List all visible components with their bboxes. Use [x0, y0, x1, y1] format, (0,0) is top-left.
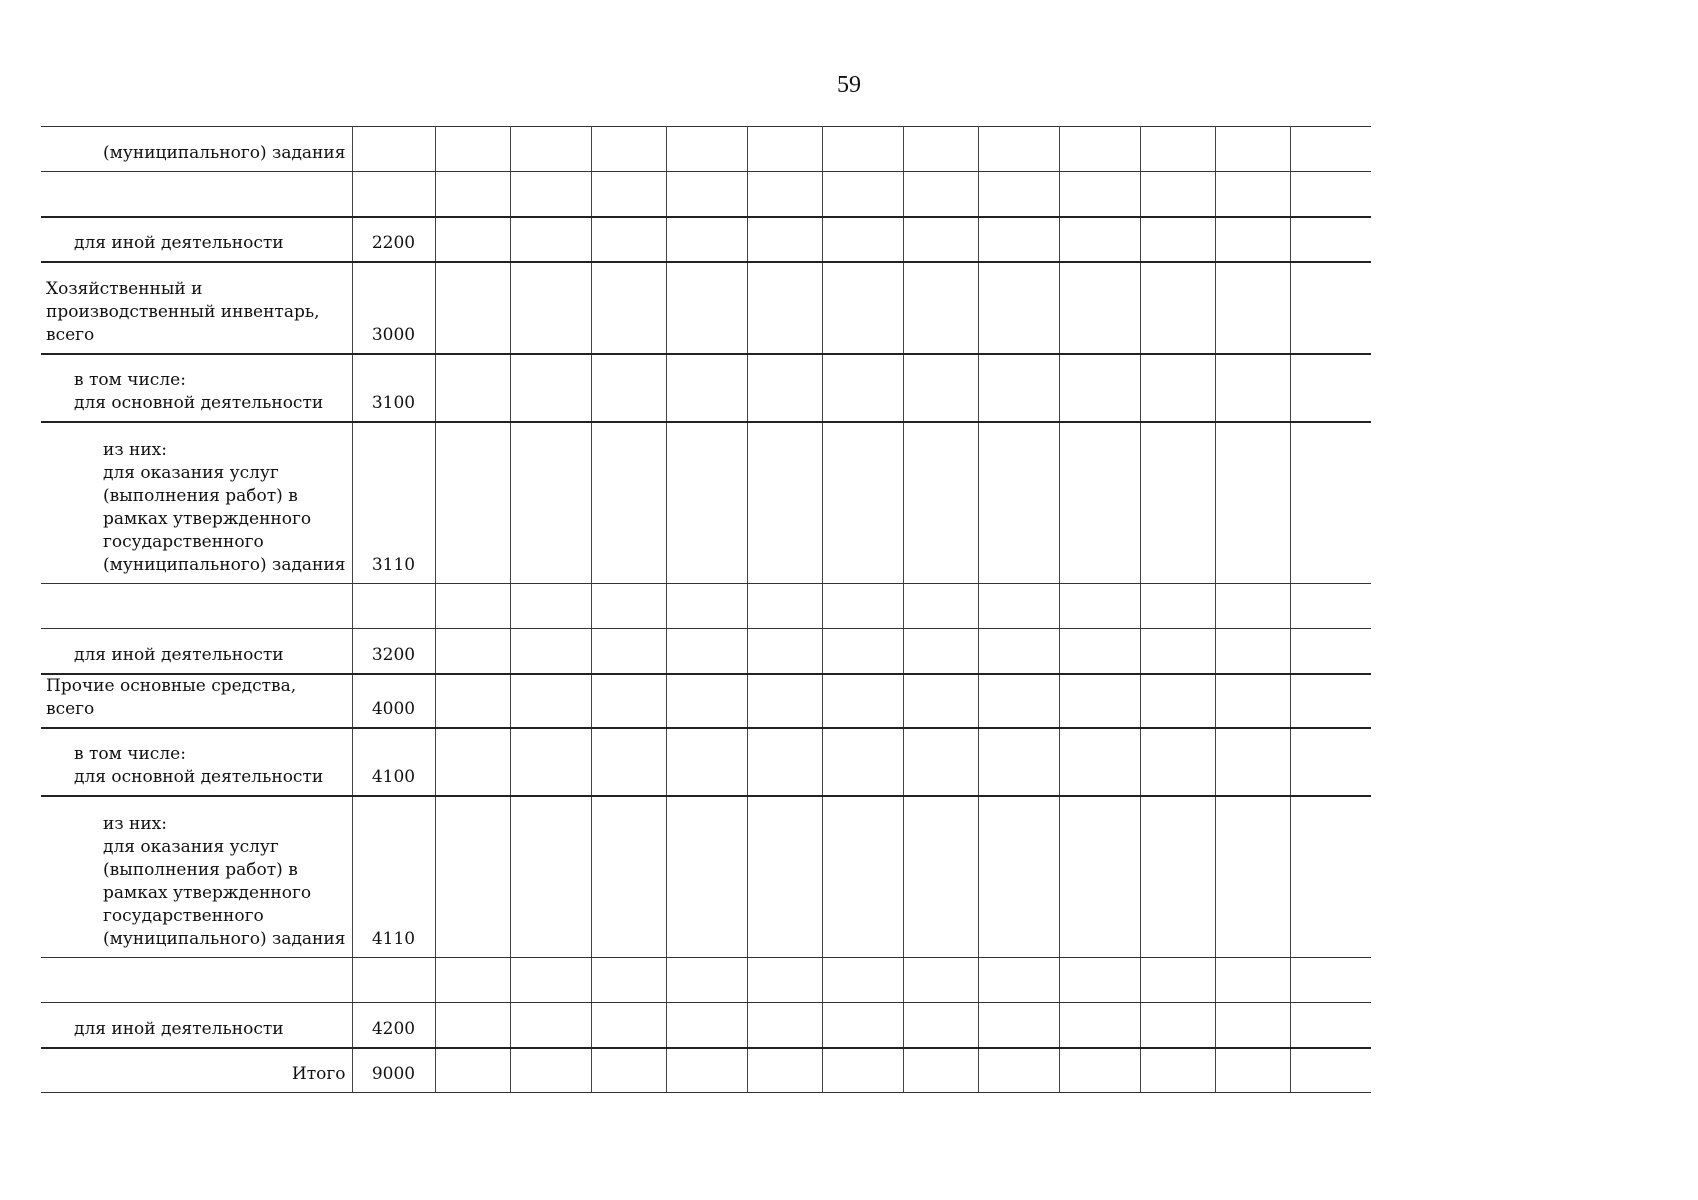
- data-cell: [1215, 354, 1290, 422]
- table-row: [41, 584, 1371, 629]
- data-cell: [747, 422, 822, 584]
- data-cell: [978, 796, 1059, 958]
- data-cell: [747, 127, 822, 172]
- data-cell: [1140, 262, 1215, 354]
- data-cell: [1059, 217, 1140, 262]
- data-cell: [1215, 172, 1290, 217]
- data-cell: [747, 262, 822, 354]
- data-cell: [666, 1048, 747, 1093]
- data-cell: [1140, 629, 1215, 674]
- data-cell: [747, 796, 822, 958]
- data-cell: [1215, 958, 1290, 1003]
- data-cell: [435, 629, 510, 674]
- data-cell: [1290, 172, 1371, 217]
- data-cell: [978, 674, 1059, 728]
- row-label: [41, 584, 352, 629]
- table-row: [41, 629, 1371, 674]
- row-label-line: рамках утвержденного: [103, 509, 312, 529]
- data-cell: [903, 172, 978, 217]
- data-cell: [435, 217, 510, 262]
- row-label: [41, 1003, 352, 1048]
- fixed-assets-table: [41, 126, 1371, 1093]
- data-cell: [435, 262, 510, 354]
- data-cell: [978, 1003, 1059, 1048]
- data-cell: [747, 674, 822, 728]
- data-cell: [1059, 422, 1140, 584]
- data-cell: [1140, 728, 1215, 796]
- data-cell: [903, 217, 978, 262]
- data-cell: [1140, 172, 1215, 217]
- data-cell: [903, 674, 978, 728]
- data-cell: [747, 728, 822, 796]
- row-label-line: государственного: [103, 532, 264, 552]
- row-code: [352, 127, 435, 172]
- data-cell: [1059, 796, 1140, 958]
- data-cell: [978, 262, 1059, 354]
- row-label: [41, 629, 352, 674]
- data-cell: [1059, 728, 1140, 796]
- data-cell: [747, 217, 822, 262]
- row-label-line: [46, 187, 348, 210]
- row-label: [41, 127, 352, 172]
- data-cell: [1059, 354, 1140, 422]
- data-cell: [510, 127, 591, 172]
- row-code: 3110: [352, 422, 435, 584]
- row-label-line: государственного: [103, 906, 264, 926]
- row-code: 4100: [352, 728, 435, 796]
- row-label: [41, 217, 352, 262]
- data-cell: [1059, 629, 1140, 674]
- data-cell: [1215, 1048, 1290, 1093]
- data-cell: [435, 1048, 510, 1093]
- row-label-line: для иной деятельности: [74, 1018, 284, 1039]
- data-cell: [903, 629, 978, 674]
- data-cell: [510, 1048, 591, 1093]
- row-code: 2200: [352, 217, 435, 262]
- data-cell: [435, 958, 510, 1003]
- data-cell: [1140, 584, 1215, 629]
- row-code: 3000: [352, 262, 435, 354]
- row-label-line: (муниципального) задания: [103, 929, 346, 949]
- data-cell: [510, 629, 591, 674]
- data-cell: [666, 1003, 747, 1048]
- row-label: [41, 422, 352, 584]
- row-label-line: Хозяйственный и: [46, 278, 203, 299]
- data-cell: [1215, 728, 1290, 796]
- data-cell: [978, 1048, 1059, 1093]
- row-label: [41, 796, 352, 958]
- data-cell: [435, 127, 510, 172]
- data-cell: [822, 217, 903, 262]
- data-cell: [1215, 674, 1290, 728]
- row-label-line: для основной деятельности: [74, 392, 324, 413]
- row-label: [41, 1048, 352, 1093]
- data-cell: [1290, 354, 1371, 422]
- data-cell: [591, 422, 666, 584]
- data-cell: [822, 422, 903, 584]
- row-label-line: (муниципального) задания: [103, 555, 346, 575]
- data-cell: [591, 629, 666, 674]
- data-cell: [903, 354, 978, 422]
- data-cell: [903, 422, 978, 584]
- data-cell: [978, 354, 1059, 422]
- row-code: 4200: [352, 1003, 435, 1048]
- row-label: [41, 958, 352, 1003]
- row-label: [41, 354, 352, 422]
- data-cell: [822, 354, 903, 422]
- data-cell: [903, 1003, 978, 1048]
- data-cell: [822, 728, 903, 796]
- data-cell: [1290, 958, 1371, 1003]
- data-cell: [435, 674, 510, 728]
- data-cell: [591, 172, 666, 217]
- row-label-line: Итого: [291, 1064, 346, 1084]
- data-cell: [1140, 796, 1215, 958]
- data-cell: [510, 728, 591, 796]
- data-cell: [747, 584, 822, 629]
- data-cell: [510, 796, 591, 958]
- row-label-line: из них:: [103, 814, 167, 834]
- table-row: [41, 1003, 1371, 1048]
- data-cell: [1290, 796, 1371, 958]
- table-row: [41, 217, 1371, 262]
- data-cell: [666, 422, 747, 584]
- row-code: 4000: [352, 674, 435, 728]
- table-row: [41, 796, 1371, 958]
- row-label-line: всего: [46, 324, 95, 345]
- data-cell: [510, 422, 591, 584]
- row-code: 4110: [352, 796, 435, 958]
- data-cell: [1059, 127, 1140, 172]
- row-code: 3200: [352, 629, 435, 674]
- data-cell: [510, 674, 591, 728]
- row-label-line: [46, 973, 348, 996]
- data-cell: [903, 728, 978, 796]
- data-cell: [435, 796, 510, 958]
- data-cell: [435, 172, 510, 217]
- row-label-line: для иной деятельности: [74, 644, 284, 665]
- data-cell: [747, 629, 822, 674]
- data-cell: [978, 422, 1059, 584]
- data-cell: [591, 674, 666, 728]
- data-cell: [510, 354, 591, 422]
- data-cell: [822, 629, 903, 674]
- data-cell: [510, 1003, 591, 1048]
- data-cell: [1215, 422, 1290, 584]
- data-cell: [1290, 629, 1371, 674]
- data-cell: [978, 629, 1059, 674]
- data-cell: [666, 629, 747, 674]
- data-cell: [903, 262, 978, 354]
- data-cell: [978, 217, 1059, 262]
- table-row: [41, 728, 1371, 796]
- table-row: [41, 127, 1371, 172]
- page-number: 59: [837, 72, 861, 98]
- table-row: [41, 958, 1371, 1003]
- data-cell: [1215, 127, 1290, 172]
- data-cell: [510, 172, 591, 217]
- data-cell: [1290, 728, 1371, 796]
- table-body: [41, 127, 1371, 1093]
- table-row: [41, 262, 1371, 354]
- data-cell: [591, 796, 666, 958]
- row-label-line: в том числе:: [74, 369, 186, 390]
- data-cell: [903, 796, 978, 958]
- data-cell: [666, 217, 747, 262]
- row-code: 9000: [352, 1048, 435, 1093]
- data-cell: [666, 172, 747, 217]
- data-cell: [1140, 354, 1215, 422]
- table-row: [41, 422, 1371, 584]
- data-cell: [591, 262, 666, 354]
- data-cell: [903, 584, 978, 629]
- row-label-line: (муниципального) задания: [103, 143, 346, 163]
- data-cell: [591, 584, 666, 629]
- data-cell: [1290, 217, 1371, 262]
- data-cell: [666, 796, 747, 958]
- data-cell: [591, 1048, 666, 1093]
- row-label: [41, 674, 352, 728]
- data-cell: [822, 796, 903, 958]
- row-label-line: (выполнения работ) в: [103, 860, 298, 880]
- data-cell: [978, 584, 1059, 629]
- data-cell: [747, 958, 822, 1003]
- data-cell: [1290, 262, 1371, 354]
- data-cell: [510, 262, 591, 354]
- data-cell: [1140, 674, 1215, 728]
- data-cell: [1290, 422, 1371, 584]
- data-cell: [822, 958, 903, 1003]
- data-cell: [591, 958, 666, 1003]
- data-cell: [1140, 1048, 1215, 1093]
- data-cell: [1215, 796, 1290, 958]
- data-cell: [978, 172, 1059, 217]
- table-row: [41, 172, 1371, 217]
- data-cell: [822, 1003, 903, 1048]
- data-cell: [1290, 1003, 1371, 1048]
- data-cell: [1059, 674, 1140, 728]
- data-cell: [591, 354, 666, 422]
- data-cell: [1215, 217, 1290, 262]
- data-cell: [903, 1048, 978, 1093]
- data-cell: [591, 728, 666, 796]
- data-cell: [1215, 1003, 1290, 1048]
- data-cell: [1140, 1003, 1215, 1048]
- data-cell: [1059, 1048, 1140, 1093]
- row-code: [352, 172, 435, 217]
- data-cell: [1140, 422, 1215, 584]
- data-cell: [1059, 584, 1140, 629]
- data-cell: [1215, 584, 1290, 629]
- data-cell: [666, 127, 747, 172]
- data-cell: [822, 674, 903, 728]
- data-cell: [1215, 629, 1290, 674]
- data-cell: [1140, 127, 1215, 172]
- data-cell: [1059, 172, 1140, 217]
- data-cell: [747, 1048, 822, 1093]
- data-cell: [747, 172, 822, 217]
- row-label-line: для оказания услуг: [103, 463, 279, 483]
- row-label-line: (выполнения работ) в: [103, 486, 298, 506]
- row-code: [352, 584, 435, 629]
- row-label-line: производственный инвентарь,: [46, 301, 320, 322]
- data-cell: [666, 674, 747, 728]
- row-label-line: Прочие основные средства, всего: [46, 675, 297, 719]
- row-code: [352, 958, 435, 1003]
- row-label: [41, 262, 352, 354]
- data-cell: [1059, 1003, 1140, 1048]
- data-cell: [903, 127, 978, 172]
- table-row: [41, 674, 1371, 728]
- data-cell: [1140, 217, 1215, 262]
- table-row: [41, 354, 1371, 422]
- data-cell: [747, 354, 822, 422]
- data-cell: [591, 127, 666, 172]
- data-cell: [822, 584, 903, 629]
- data-cell: [1059, 958, 1140, 1003]
- data-cell: [822, 127, 903, 172]
- data-cell: [903, 958, 978, 1003]
- data-cell: [1140, 958, 1215, 1003]
- row-label-line: для основной деятельности: [74, 766, 324, 787]
- data-cell: [510, 958, 591, 1003]
- data-cell: [822, 172, 903, 217]
- row-label: [41, 728, 352, 796]
- data-cell: [1215, 262, 1290, 354]
- table-row: [41, 1048, 1371, 1093]
- row-label-line: рамках утвержденного: [103, 883, 312, 903]
- data-cell: [978, 728, 1059, 796]
- data-cell: [666, 728, 747, 796]
- row-label-line: в том числе:: [74, 743, 186, 764]
- data-cell: [1290, 127, 1371, 172]
- row-label-line: для оказания услуг: [103, 837, 279, 857]
- row-code: 3100: [352, 354, 435, 422]
- data-cell: [1290, 1048, 1371, 1093]
- data-cell: [666, 354, 747, 422]
- data-cell: [666, 958, 747, 1003]
- data-cell: [1290, 674, 1371, 728]
- data-cell: [822, 1048, 903, 1093]
- data-cell: [1059, 262, 1140, 354]
- data-cell: [435, 422, 510, 584]
- row-label-line: из них:: [103, 440, 167, 460]
- data-cell: [435, 728, 510, 796]
- data-cell: [666, 262, 747, 354]
- data-cell: [435, 1003, 510, 1048]
- row-label: [41, 172, 352, 217]
- data-cell: [666, 584, 747, 629]
- data-cell: [822, 262, 903, 354]
- data-cell: [1290, 584, 1371, 629]
- data-cell: [435, 354, 510, 422]
- data-cell: [435, 584, 510, 629]
- data-cell: [978, 958, 1059, 1003]
- data-cell: [510, 584, 591, 629]
- data-cell: [510, 217, 591, 262]
- data-cell: [591, 1003, 666, 1048]
- data-cell: [978, 127, 1059, 172]
- row-label-line: для иной деятельности: [74, 232, 284, 253]
- row-label-line: [46, 599, 348, 622]
- data-cell: [747, 1003, 822, 1048]
- data-cell: [591, 217, 666, 262]
